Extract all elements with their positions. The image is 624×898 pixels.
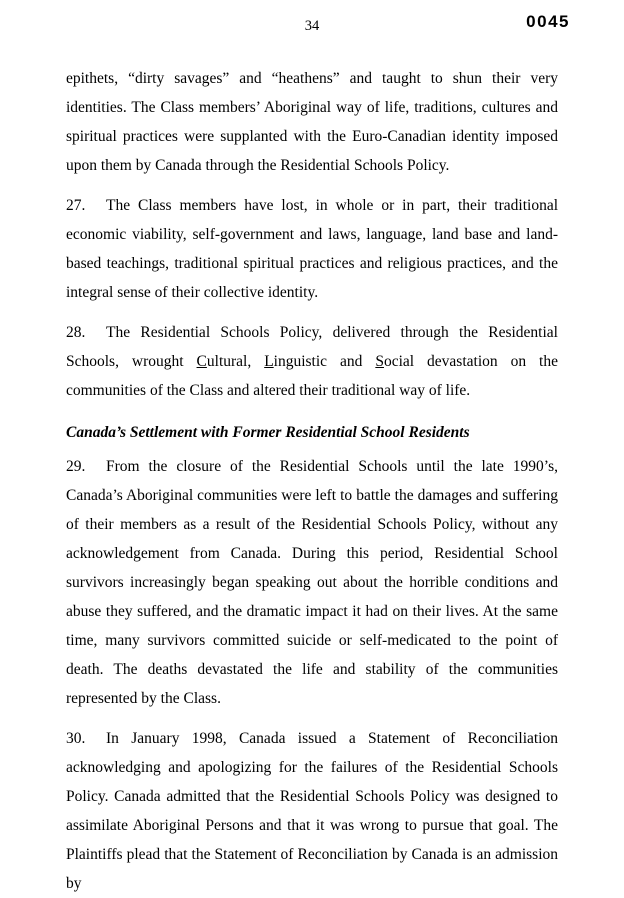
paragraph-number: 29. <box>66 458 86 475</box>
paragraph-number: 27. <box>66 197 86 214</box>
section-heading: Canada’s Settlement with Former Residential School Residents <box>66 424 470 441</box>
paragraph-number: 28. <box>66 324 86 341</box>
underlined-letter: C <box>196 353 207 370</box>
paragraph-29 <box>66 452 558 713</box>
paragraph-27 <box>66 191 558 307</box>
document-body <box>66 64 558 898</box>
paragraph-text-segment: ultural, <box>206 353 265 370</box>
paragraph-text: The Class members have lost, in whole or in part, their traditional economic viability, self-government and laws, language, land base and land-based teachings, traditional spiritual practices and religious practices, and the integral sense of their collective identity. <box>66 197 558 301</box>
paragraph-text: epithets, “dirty savages” and “heathens” and taught to shun their very identities. The Class members’ Aboriginal way of life, traditions, cultures and spiritual practices were supplanted with the Euro-Canadian identity imposed upon them by Canada through the Residential Schools Policy. <box>66 70 558 174</box>
paragraph-text: In January 1998, Canada issued a Statement of Reconciliation acknowledging and apologizing for the failures of the Residential Schools Policy. Canada admitted that the Residential Schools Policy was designed to assimilate Aboriginal Persons and that it was wrong to pursue that goal. The Plaintiffs plead that the Statement of Reconciliation by Canada is an admission by <box>66 730 558 892</box>
paragraph-text-segment: inguistic and <box>273 353 376 370</box>
paragraph-text-segment: ocial devastation on the communities of the Class and altered their traditional way of life. <box>66 353 558 399</box>
page-number: 34 <box>304 18 320 34</box>
underlined-letter: S <box>375 353 384 370</box>
page-header <box>66 12 570 64</box>
underlined-letter: L <box>264 353 274 370</box>
bates-stamp-number: 0045 <box>526 12 570 31</box>
paragraph-text-segment: The Residential Schools Policy, delivered through the Residential Schools, wrought <box>66 324 558 370</box>
paragraph-continuation <box>66 64 558 180</box>
paragraph-text <box>66 324 558 399</box>
paragraph-text: From the closure of the Residential Schools until the late 1990’s, Canada’s Aboriginal communities were left to battle the damages and suffering of their members as a result of the Residential Schools Policy, without any acknowledgement from Canada. During this period, Residential School survivors increasingly began speaking out about the horrible conditions and abuse they suffered, and the dramatic impact it had on their lives. At the same time, many survivors committed suicide or self-medicated to the point of death. The deaths devastated the life and stability of the communities represented by the Class. <box>66 458 558 707</box>
paragraph-28 <box>66 318 558 405</box>
paragraph-number: 30. <box>66 730 86 747</box>
paragraph-30 <box>66 724 558 898</box>
